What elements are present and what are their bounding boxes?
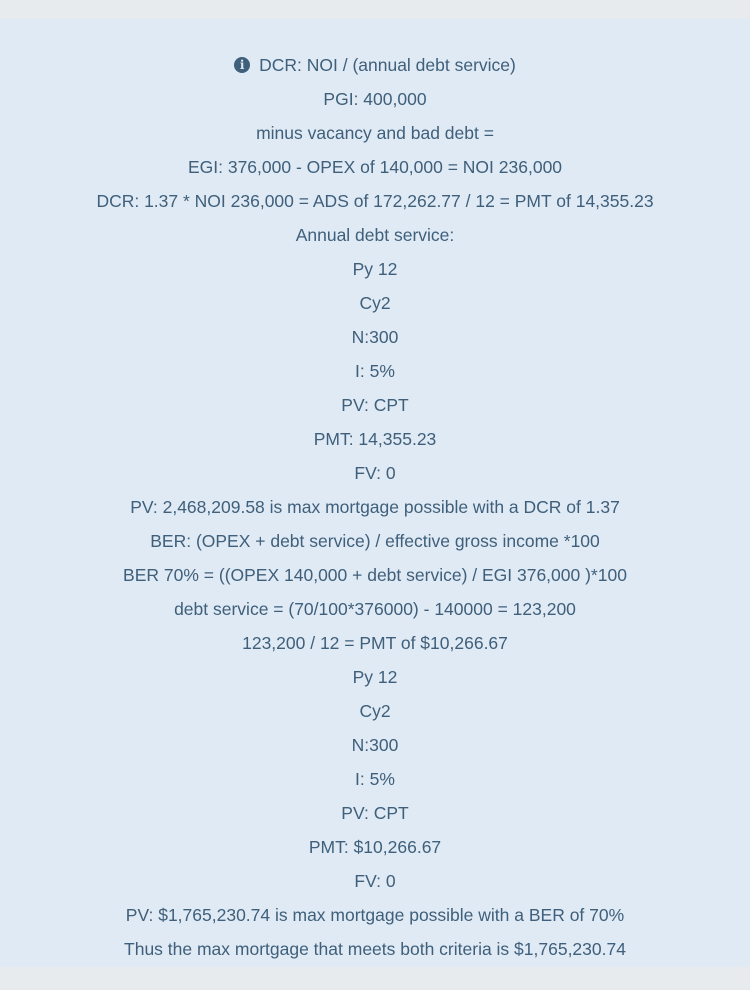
- line-fv-2: FV: 0: [354, 871, 396, 891]
- line-py: Py 12: [352, 259, 398, 279]
- line-py-2: Py 12: [352, 667, 398, 687]
- line-i-2: I: 5%: [355, 769, 395, 789]
- line-annual-debt-service: Annual debt service:: [295, 225, 455, 245]
- line-cy: Cy2: [359, 293, 391, 313]
- info-icon: i: [234, 57, 250, 73]
- line-dcr-definition: [0, 48, 750, 82]
- line-dcr-calc: DCR: 1.37 * NOI 236,000 = ADS of 172,262.77 / 12 = PMT of 14,355.23: [96, 191, 654, 211]
- answer-lines: [0, 48, 750, 966]
- line-ber-calc: BER 70% = ((OPEX 140,000 + debt service) / EGI 376,000 )*100: [123, 565, 627, 585]
- line-pmt-calc: 123,200 / 12 = PMT of $10,266.67: [242, 633, 508, 653]
- line-pv: PV: CPT: [341, 395, 409, 415]
- line-pv-2: PV: CPT: [341, 803, 409, 823]
- line-fv: FV: 0: [354, 463, 396, 483]
- line-pv-result-ber: PV: $1,765,230.74 is max mortgage possible with a BER of 70%: [125, 905, 625, 925]
- line-pmt: PMT: 14,355.23: [313, 429, 437, 449]
- line-ber-definition: BER: (OPEX + debt service) / effective gross income *100: [150, 531, 600, 551]
- top-bar: [0, 0, 750, 19]
- bottom-bar: [0, 967, 750, 990]
- answer-panel: [0, 19, 750, 967]
- line-vacancy: minus vacancy and bad debt =: [256, 123, 494, 143]
- line-text: DCR: NOI / (annual debt service): [259, 55, 516, 75]
- line-debt-service: debt service = (70/100*376000) - 140000 = 123,200: [174, 599, 576, 619]
- line-pmt-2: PMT: $10,266.67: [308, 837, 442, 857]
- line-n-2: N:300: [351, 735, 399, 755]
- line-i: I: 5%: [355, 361, 395, 381]
- line-conclusion: Thus the max mortgage that meets both criteria is $1,765,230.74: [124, 939, 626, 959]
- line-egi: EGI: 376,000 - OPEX of 140,000 = NOI 236,000: [187, 157, 563, 177]
- line-pv-result-dcr: PV: 2,468,209.58 is max mortgage possible with a DCR of 1.37: [130, 497, 620, 517]
- line-n: N:300: [351, 327, 399, 347]
- line-pgi: PGI: 400,000: [323, 89, 427, 109]
- line-cy-2: Cy2: [359, 701, 391, 721]
